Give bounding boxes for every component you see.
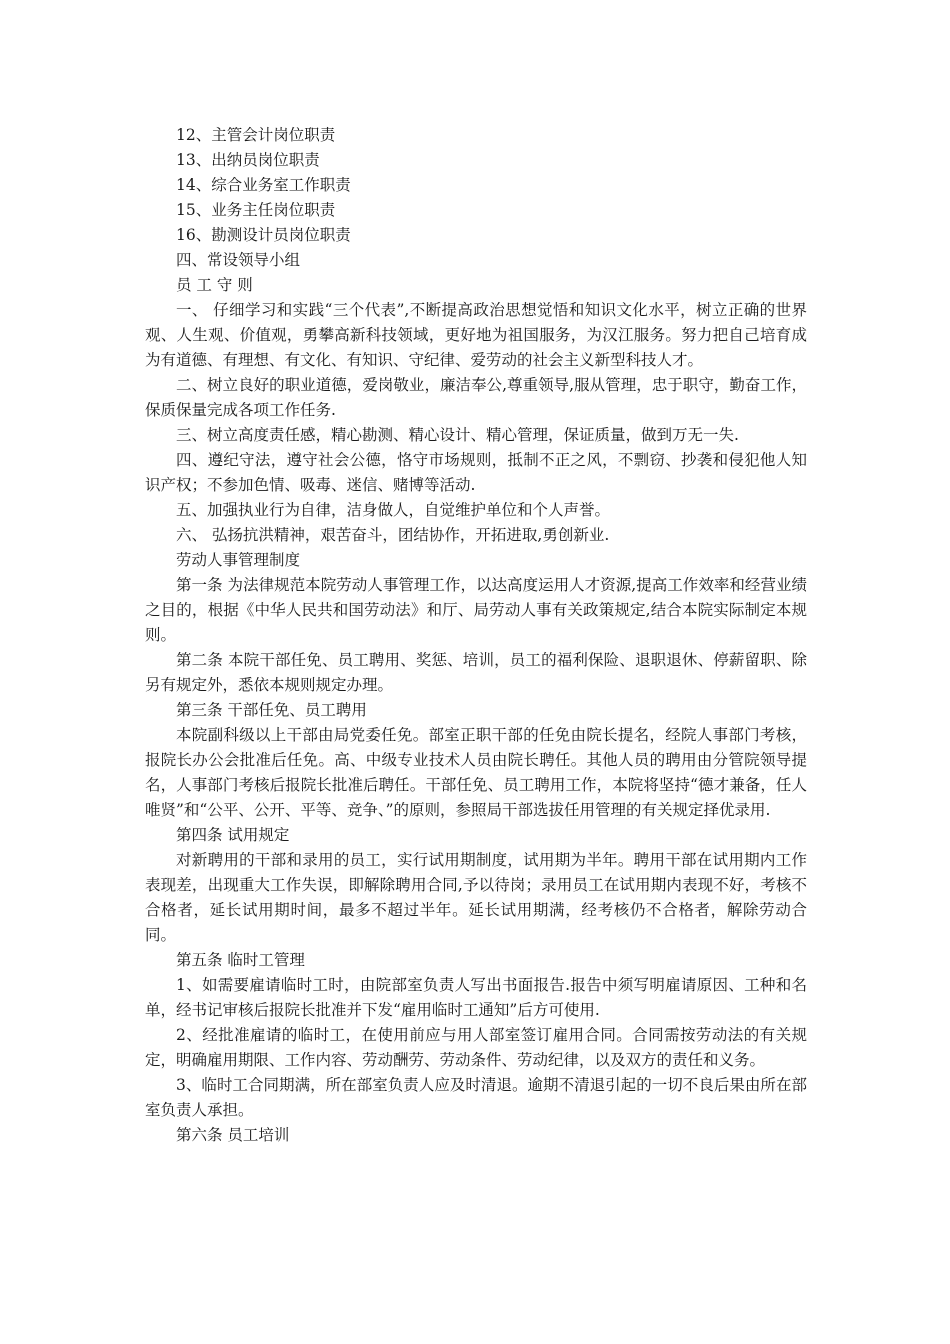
section-heading: 劳动人事管理制度 bbox=[176, 551, 301, 569]
paragraph: 一、 仔细学习和实践“三个代表”,不断提高政治思想觉悟和知识文化水平，树立正确的世界观、人生观、价值观，勇攀高新科技领域，更好地为祖国服务，为汉江服务。努力把自己培育成为有道德、有理想、有文化、有知识、守纪律、爱劳动的社会主义新型科技人才。 bbox=[145, 301, 807, 369]
section-heading: 四、常设领导小组 bbox=[176, 251, 301, 269]
paragraph: 第二条 本院干部任免、员工聘用、奖惩、培训，员工的福利保险、退职退休、停薪留职、除另有规定外，悉依本规则规定办理。 bbox=[145, 651, 807, 694]
paragraph: 对新聘用的干部和录用的员工，实行试用期制度，试用期为半年。聘用干部在试用期内工作表现差，出现重大工作失误，即解除聘用合同,予以待岗；录用员工在试用期内表现不好，考核不合格者，延长试用期时间，最多不超过半年。延长试用期满，经考核仍不合格者，解除劳动合同。 bbox=[145, 851, 807, 944]
paragraph: 1、如需要雇请临时工时，由院部室负责人写出书面报告.报告中须写明雇请原因、工种和名单，经书记审核后报院长批准并下发“雇用临时工通知”后方可使用. bbox=[145, 976, 807, 1019]
list-item: 12、主管会计岗位职责 bbox=[176, 126, 336, 144]
section-heading: 第三条 干部任免、员工聘用 bbox=[176, 701, 367, 719]
paragraph: 2、经批准雇请的临时工，在使用前应与用人部室签订雇用合同。合同需按劳动法的有关规定，明确雇用期限、工作内容、劳动酬劳、劳动条件、劳动纪律，以及双方的责任和义务。 bbox=[145, 1026, 807, 1069]
list-item: 14、综合业务室工作职责 bbox=[176, 176, 351, 194]
section-heading: 第五条 临时工管理 bbox=[176, 951, 305, 969]
paragraph: 三、树立高度责任感，精心勘测、精心设计、精心管理，保证质量，做到万无一失. bbox=[176, 426, 739, 444]
section-heading: 第六条 员工培训 bbox=[176, 1126, 290, 1144]
paragraph: 第一条 为法律规范本院劳动人事管理工作，以达高度运用人才资源,提高工作效率和经营业绩之目的，根据《中华人民共和国劳动法》和厅、局劳动人事有关政策规定,结合本院实际制定本规则。 bbox=[145, 576, 807, 644]
paragraph: 五、加强执业行为自律，洁身做人，自觉维护单位和个人声誉。 bbox=[176, 501, 611, 519]
section-heading: 第四条 试用规定 bbox=[176, 826, 290, 844]
paragraph: 六、 弘扬抗洪精神，艰苦奋斗，团结协作，开拓进取,勇创新业. bbox=[176, 526, 610, 544]
paragraph: 本院副科级以上干部由局党委任免。部室正职干部的任免由院长提名，经院人事部门考核，报院长办公会批准后任免。高、中级专业技术人员由院长聘任。其他人员的聘用由分管院领导提名，人事部门考核后报院长批准后聘任。干部任免、员工聘用工作，本院将坚持“德才兼备，任人唯贤”和“公平、公开、平等、竞争、”的原则，参照局干部选拔任用管理的有关规定择优录用. bbox=[145, 726, 807, 819]
list-item: 16、勘测设计员岗位职责 bbox=[176, 226, 351, 244]
list-item: 15、业务主任岗位职责 bbox=[176, 201, 336, 219]
paragraph: 四、遵纪守法，遵守社会公德，恪守市场规则，抵制不正之风，不剽窃、抄袭和侵犯他人知识产权；不参加色情、吸毒、迷信、赌博等活动. bbox=[145, 451, 807, 494]
paragraph: 3、临时工合同期满，所在部室负责人应及时清退。逾期不清退引起的一切不良后果由所在部室负责人承担。 bbox=[145, 1076, 807, 1119]
document-body bbox=[145, 123, 807, 1148]
section-heading: 员 工 守 则 bbox=[176, 276, 253, 294]
paragraph: 二、树立良好的职业道德，爱岗敬业，廉洁奉公,尊重领导,服从管理，忠于职守，勤奋工作，保质保量完成各项工作任务. bbox=[145, 376, 807, 419]
list-item: 13、出纳员岗位职责 bbox=[176, 151, 320, 169]
